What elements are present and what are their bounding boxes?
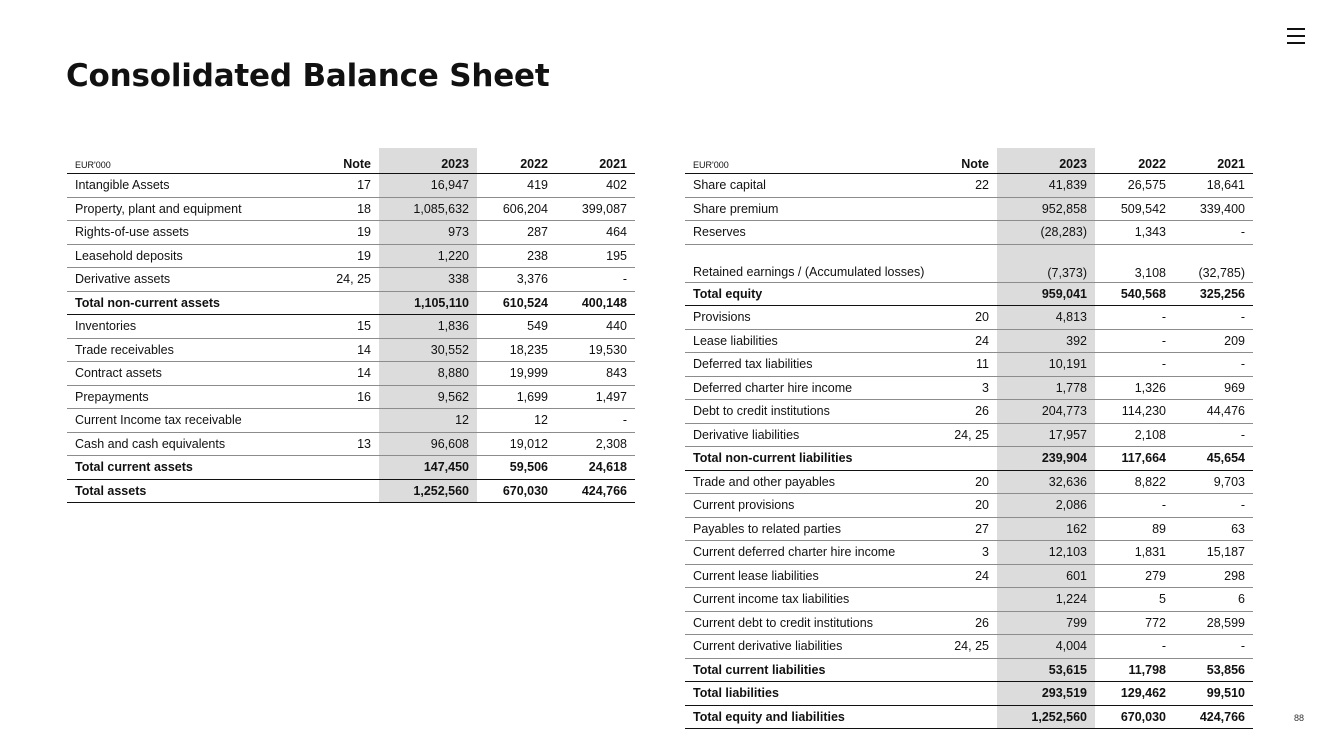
table-header-row (685, 148, 1253, 174)
row-label: Derivative assets (67, 268, 319, 292)
value-2021: 99,510 (1174, 682, 1253, 706)
value-2021: 325,256 (1174, 282, 1253, 306)
value-2022: - (1095, 306, 1174, 330)
value-2021: 424,766 (556, 479, 635, 503)
value-2023: 10,191 (997, 353, 1095, 377)
value-2023: 53,615 (997, 658, 1095, 682)
row-label: Share premium (685, 197, 937, 221)
row-label: Current derivative liabilities (685, 635, 937, 659)
row-label: Intangible Assets (67, 174, 319, 198)
table-header-row (67, 148, 635, 174)
row-label: Prepayments (67, 385, 319, 409)
row-note: 24 (937, 564, 997, 588)
value-2023: 239,904 (997, 447, 1095, 471)
total-row (67, 456, 635, 480)
row-label: Total assets (67, 479, 319, 503)
value-2022: 238 (477, 244, 556, 268)
value-2022: 1,699 (477, 385, 556, 409)
value-2023: 1,220 (379, 244, 477, 268)
row-note: 24 (937, 329, 997, 353)
value-2021: 24,618 (556, 456, 635, 480)
value-2022: 3,376 (477, 268, 556, 292)
value-2022: 117,664 (1095, 447, 1174, 471)
assets-table (67, 148, 635, 503)
table-row (685, 244, 1253, 282)
value-2022: - (1095, 494, 1174, 518)
total-row (67, 291, 635, 315)
total-row (685, 447, 1253, 471)
value-2023: 293,519 (997, 682, 1095, 706)
value-2022: 1,326 (1095, 376, 1174, 400)
value-2022: 670,030 (477, 479, 556, 503)
table-row (67, 221, 635, 245)
value-2022: 1,343 (1095, 221, 1174, 245)
value-2021: 18,641 (1174, 174, 1253, 198)
value-2023: 2,086 (997, 494, 1095, 518)
value-2021: 45,654 (1174, 447, 1253, 471)
row-note: 19 (319, 221, 379, 245)
value-2022: 606,204 (477, 197, 556, 221)
row-label: Deferred charter hire income (685, 376, 937, 400)
value-2021: 195 (556, 244, 635, 268)
row-note: 16 (319, 385, 379, 409)
row-note: 20 (937, 494, 997, 518)
value-2023: 30,552 (379, 338, 477, 362)
value-2023: 12,103 (997, 541, 1095, 565)
value-2023: 392 (997, 329, 1095, 353)
row-label: Current income tax liabilities (685, 588, 937, 612)
total-row (685, 658, 1253, 682)
value-2022: 12 (477, 409, 556, 433)
value-2022: 89 (1095, 517, 1174, 541)
value-2021: - (1174, 423, 1253, 447)
value-2022: 549 (477, 315, 556, 339)
value-2021: - (1174, 306, 1253, 330)
value-2021: 209 (1174, 329, 1253, 353)
value-2022: 19,999 (477, 362, 556, 386)
table-row (67, 362, 635, 386)
table-row (67, 174, 635, 198)
value-2021: - (1174, 353, 1253, 377)
value-2022: 279 (1095, 564, 1174, 588)
year-2021-header: 2021 (1174, 148, 1253, 174)
value-2021: - (1174, 635, 1253, 659)
row-label: Current debt to credit institutions (685, 611, 937, 635)
value-2023: 41,839 (997, 174, 1095, 198)
row-label: Total current assets (67, 456, 319, 480)
row-label: Total equity (685, 282, 937, 306)
value-2022: 610,524 (477, 291, 556, 315)
menu-bar (1287, 42, 1305, 44)
table-row (685, 400, 1253, 424)
value-2022: 18,235 (477, 338, 556, 362)
value-2021: 464 (556, 221, 635, 245)
total-row (685, 282, 1253, 306)
value-2023: 1,836 (379, 315, 477, 339)
row-note (937, 221, 997, 245)
table-row (685, 588, 1253, 612)
value-2023: (7,373) (997, 244, 1095, 282)
row-note (319, 456, 379, 480)
value-2021: - (1174, 221, 1253, 245)
row-note: 11 (937, 353, 997, 377)
row-label: Total non-current liabilities (685, 447, 937, 471)
value-2023: 16,947 (379, 174, 477, 198)
value-2021: - (556, 268, 635, 292)
value-2022: 19,012 (477, 432, 556, 456)
row-note (319, 291, 379, 315)
value-2023: 1,252,560 (379, 479, 477, 503)
row-label: Trade receivables (67, 338, 319, 362)
table-row (685, 541, 1253, 565)
year-2023-header: 2023 (997, 148, 1095, 174)
value-2021: - (556, 409, 635, 433)
row-label: Total non-current assets (67, 291, 319, 315)
value-2022: 287 (477, 221, 556, 245)
row-note (937, 658, 997, 682)
row-label: Total equity and liabilities (685, 705, 937, 729)
row-note (319, 479, 379, 503)
row-label: Total liabilities (685, 682, 937, 706)
value-2023: 17,957 (997, 423, 1095, 447)
value-2023: 1,252,560 (997, 705, 1095, 729)
row-note: 27 (937, 517, 997, 541)
value-2021: (32,785) (1174, 244, 1253, 282)
row-note: 20 (937, 306, 997, 330)
row-note: 24, 25 (937, 635, 997, 659)
table-row (685, 635, 1253, 659)
row-note (319, 409, 379, 433)
value-2023: 162 (997, 517, 1095, 541)
total-row (685, 705, 1253, 729)
table-row (67, 268, 635, 292)
value-2021: 400,148 (556, 291, 635, 315)
value-2021: 424,766 (1174, 705, 1253, 729)
year-2021-header: 2021 (556, 148, 635, 174)
row-label: Provisions (685, 306, 937, 330)
value-2022: 26,575 (1095, 174, 1174, 198)
table-row (67, 432, 635, 456)
table-row (685, 564, 1253, 588)
equity-liabilities-table (685, 148, 1253, 729)
page-number: 88 (1294, 713, 1305, 723)
value-2022: - (1095, 635, 1174, 659)
value-2023: 8,880 (379, 362, 477, 386)
table-row (685, 329, 1253, 353)
row-note: 3 (937, 376, 997, 400)
table-row (685, 376, 1253, 400)
value-2022: 540,568 (1095, 282, 1174, 306)
row-note: 22 (937, 174, 997, 198)
unit-header: EUR'000 (685, 148, 937, 174)
value-2022: - (1095, 329, 1174, 353)
table-row (685, 470, 1253, 494)
value-2023: 959,041 (997, 282, 1095, 306)
year-2022-header: 2022 (1095, 148, 1174, 174)
value-2023: 338 (379, 268, 477, 292)
table-row (685, 221, 1253, 245)
row-note (937, 244, 997, 282)
value-2022: 419 (477, 174, 556, 198)
row-label: Leasehold deposits (67, 244, 319, 268)
value-2022: 129,462 (1095, 682, 1174, 706)
row-label: Payables to related parties (685, 517, 937, 541)
total-row (67, 479, 635, 503)
value-2023: 204,773 (997, 400, 1095, 424)
row-note (937, 682, 997, 706)
value-2021: - (1174, 494, 1253, 518)
row-label: Debt to credit institutions (685, 400, 937, 424)
value-2022: 3,108 (1095, 244, 1174, 282)
table-row (67, 315, 635, 339)
table-row (685, 174, 1253, 198)
value-2022: 2,108 (1095, 423, 1174, 447)
value-2023: 952,858 (997, 197, 1095, 221)
value-2023: 32,636 (997, 470, 1095, 494)
value-2023: 1,778 (997, 376, 1095, 400)
row-note: 26 (937, 611, 997, 635)
note-header: Note (937, 148, 997, 174)
hamburger-menu-icon[interactable] (1287, 27, 1305, 45)
total-row (685, 682, 1253, 706)
row-label: Current provisions (685, 494, 937, 518)
row-label: Current deferred charter hire income (685, 541, 937, 565)
value-2021: 399,087 (556, 197, 635, 221)
value-2021: 44,476 (1174, 400, 1253, 424)
row-note (937, 588, 997, 612)
value-2022: 772 (1095, 611, 1174, 635)
value-2023: 799 (997, 611, 1095, 635)
row-label: Contract assets (67, 362, 319, 386)
value-2023: (28,283) (997, 221, 1095, 245)
table-row (685, 197, 1253, 221)
value-2021: 969 (1174, 376, 1253, 400)
row-note: 20 (937, 470, 997, 494)
value-2022: 59,506 (477, 456, 556, 480)
value-2021: 63 (1174, 517, 1253, 541)
table-row (67, 385, 635, 409)
value-2021: 843 (556, 362, 635, 386)
value-2023: 1,105,110 (379, 291, 477, 315)
table-row (685, 306, 1253, 330)
row-label: Retained earnings / (Accumulated losses) (685, 244, 937, 282)
row-note: 26 (937, 400, 997, 424)
row-note (937, 705, 997, 729)
value-2023: 9,562 (379, 385, 477, 409)
value-2023: 96,608 (379, 432, 477, 456)
value-2022: 670,030 (1095, 705, 1174, 729)
menu-bar (1287, 28, 1305, 30)
table-row (685, 517, 1253, 541)
value-2021: 19,530 (556, 338, 635, 362)
table-row (67, 338, 635, 362)
value-2023: 1,085,632 (379, 197, 477, 221)
table-row (685, 611, 1253, 635)
value-2021: 15,187 (1174, 541, 1253, 565)
row-label: Inventories (67, 315, 319, 339)
row-note: 14 (319, 362, 379, 386)
row-note (937, 447, 997, 471)
table-row (67, 197, 635, 221)
value-2021: 53,856 (1174, 658, 1253, 682)
value-2023: 601 (997, 564, 1095, 588)
value-2021: 28,599 (1174, 611, 1253, 635)
row-note: 24, 25 (937, 423, 997, 447)
menu-bar (1287, 35, 1305, 37)
value-2021: 2,308 (556, 432, 635, 456)
row-label: Trade and other payables (685, 470, 937, 494)
value-2022: - (1095, 353, 1174, 377)
table-row (685, 353, 1253, 377)
value-2021: 9,703 (1174, 470, 1253, 494)
value-2021: 402 (556, 174, 635, 198)
value-2021: 440 (556, 315, 635, 339)
row-label: Deferred tax liabilities (685, 353, 937, 377)
value-2023: 4,813 (997, 306, 1095, 330)
year-2022-header: 2022 (477, 148, 556, 174)
row-note: 19 (319, 244, 379, 268)
value-2022: 114,230 (1095, 400, 1174, 424)
unit-header: EUR'000 (67, 148, 319, 174)
value-2023: 4,004 (997, 635, 1095, 659)
value-2021: 1,497 (556, 385, 635, 409)
page-title: Consolidated Balance Sheet (66, 58, 550, 94)
table-row (685, 494, 1253, 518)
value-2022: 11,798 (1095, 658, 1174, 682)
table-row (67, 409, 635, 433)
row-note (937, 282, 997, 306)
row-note: 14 (319, 338, 379, 362)
row-note: 3 (937, 541, 997, 565)
value-2022: 509,542 (1095, 197, 1174, 221)
value-2022: 8,822 (1095, 470, 1174, 494)
row-label: Cash and cash equivalents (67, 432, 319, 456)
row-note: 18 (319, 197, 379, 221)
value-2023: 973 (379, 221, 477, 245)
row-label: Share capital (685, 174, 937, 198)
value-2021: 339,400 (1174, 197, 1253, 221)
value-2023: 147,450 (379, 456, 477, 480)
row-label: Rights-of-use assets (67, 221, 319, 245)
row-label: Current Income tax receivable (67, 409, 319, 433)
value-2021: 298 (1174, 564, 1253, 588)
row-label: Total current liabilities (685, 658, 937, 682)
value-2023: 1,224 (997, 588, 1095, 612)
row-label: Reserves (685, 221, 937, 245)
row-note (937, 197, 997, 221)
value-2021: 6 (1174, 588, 1253, 612)
row-note: 15 (319, 315, 379, 339)
row-label: Current lease liabilities (685, 564, 937, 588)
note-header: Note (319, 148, 379, 174)
row-label: Lease liabilities (685, 329, 937, 353)
row-label: Property, plant and equipment (67, 197, 319, 221)
table-row (67, 244, 635, 268)
table-row (685, 423, 1253, 447)
row-note: 24, 25 (319, 268, 379, 292)
row-note: 17 (319, 174, 379, 198)
value-2022: 1,831 (1095, 541, 1174, 565)
year-2023-header: 2023 (379, 148, 477, 174)
value-2022: 5 (1095, 588, 1174, 612)
row-note: 13 (319, 432, 379, 456)
row-label: Derivative liabilities (685, 423, 937, 447)
value-2023: 12 (379, 409, 477, 433)
